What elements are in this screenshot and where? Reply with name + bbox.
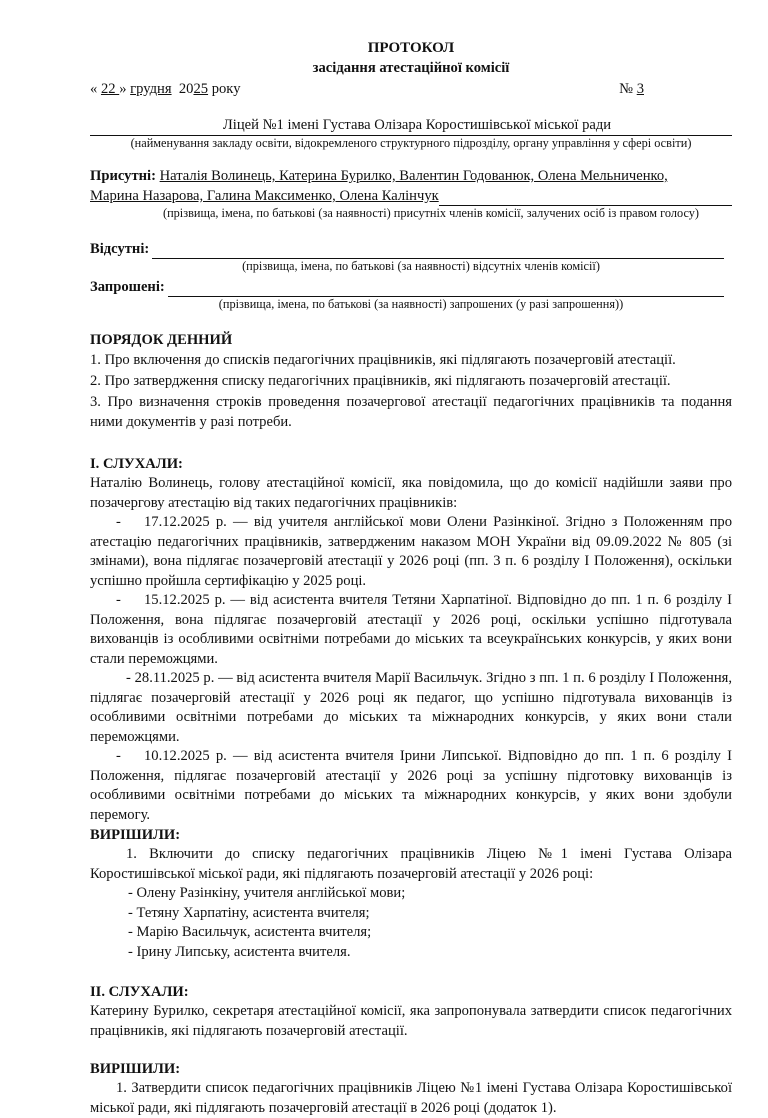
application-item <box>90 513 732 591</box>
application-text: 17.12.2025 р. — від учителя англійської мови Олени Разінкіної. Згідно з Положенням про атестацію педагогічних працівників, затвердженим наказом МОН України від 09.09.2022 № 805 (зі змінами), вона підлягає позачерговій атестації у 2026 році (пп. 3 п. 6 розділу І Положення), оскільки успішно пройшла сертифікацію у 2025 році. <box>90 514 732 589</box>
protocol-document <box>90 38 732 1118</box>
absent-hint: (прізвища, імена, по батькові (за наявності) відсутніх членів комісії) <box>242 259 600 273</box>
invited-fill-line <box>168 281 724 297</box>
decided-list <box>90 884 732 962</box>
number-value: 3 <box>636 81 644 97</box>
protocol-number <box>619 79 644 99</box>
date-month: грудня <box>130 81 172 97</box>
absent-label: Відсутні: <box>90 241 150 257</box>
application-item <box>90 747 732 825</box>
section-1-decided-heading: ВИРІШИЛИ: <box>90 827 181 843</box>
section-2-intro: Катерину Бурилко, секретаря атестаційної комісії, яка запропонувала затвердити список педагогічних працівників, які підлягають позачерговій атестації. <box>90 1003 732 1039</box>
section-1 <box>90 454 732 962</box>
absent-row <box>90 239 732 259</box>
section-1-decision: 1. Включити до списку педагогічних працівників Ліцею №1 імені Густава Олізара Коростишівської міської ради, які підлягають позачерговій атестації у 2026 році: <box>90 846 732 882</box>
application-item <box>90 669 732 747</box>
date-year-suffix: 25 <box>193 81 209 97</box>
agenda-heading: ПОРЯДОК ДЕННИЙ <box>90 332 233 348</box>
date-day: 22 <box>100 81 120 97</box>
date-open-quote: « <box>90 81 101 97</box>
dash-marker: - <box>126 670 131 686</box>
date-year-prefix: 20 <box>171 81 194 97</box>
present-block <box>90 166 732 206</box>
dash-marker: - <box>116 514 121 530</box>
date-number-line <box>90 79 732 99</box>
application-text: 10.12.2025 р. — від асистента вчителя Ірини Липської. Відповідно до пп. 1 п. 6 розділу І Положення, підлягає позачерговій атестації у 2026 році за успішну підготовку вихованців із особливими освітніми потребами до міських та міжнародних конкурсів, у яких вони здобули перемогу. <box>90 748 732 823</box>
section-2 <box>90 982 732 1118</box>
document-subtitle: засідання атестаційної комісії <box>312 60 510 76</box>
present-hint: (прізвища, імена, по батькові (за наявності) присутніх членів комісії, залучених осіб із правом голосу) <box>162 206 699 220</box>
section-2-decision: 1. Затвердити список педагогічних працівників Ліцею №1 імені Густава Олізара Коростишівської міської ради, які підлягають позачерговій атестації в 2026 році (додаток 1). <box>90 1080 732 1116</box>
application-text: 15.12.2025 р. — від асистента вчителя Тетяни Харпатіної. Відповідно до пп. 1 п. 6 розділу І Положення, вона підлягає позачерговій атестації у 2026 році, оскільки успішно підготувала вихованців із особливими освітніми потребами до міських та всеукраїнських конкурсів, у яких вони стали переможцями. <box>90 592 732 667</box>
date-year-word: року <box>208 81 241 97</box>
invited-hint: (прізвища, імена, по батькові (за наявності) запрошених (у разі запрошення)) <box>218 297 624 311</box>
section-1-heading: І. СЛУХАЛИ: <box>90 456 183 472</box>
section-2-decided-heading: ВИРІШИЛИ: <box>90 1061 181 1077</box>
application-item <box>90 591 732 669</box>
decided-list-item: - Тетяну Харпатіну, асистента вчителя; <box>128 904 370 921</box>
invited-label: Запрошені: <box>90 279 165 295</box>
decided-list-item: - Олену Разінкіну, учителя англійської мови; <box>128 885 406 901</box>
document-title: ПРОТОКОЛ <box>367 40 455 56</box>
decided-list-item: - Марію Васильчук, асистента вчителя; <box>128 924 372 940</box>
agenda-section <box>90 330 732 432</box>
present-names-line1: Наталія Волинець, Катерина Бурилко, Валентин Годованюк, Олена Мельниченко, <box>159 168 668 184</box>
dash-marker: - <box>116 592 121 608</box>
dash-marker: - <box>116 748 121 764</box>
application-text: 28.11.2025 р. — від асистента вчителя Марії Васильчук. Згідно з пп. 1 п. 6 розділу І Положення, підлягає позачерговій атестації у 2026 році як педагог, що успішно підготувала вихованців із особливими освітніми потребами до міських та міжнародних конкурсів, у яких вони стали переможцями. <box>90 670 732 745</box>
invited-row <box>90 277 732 297</box>
institution-name: Ліцей №1 імені Густава Олізара Коростишівської міської ради <box>90 116 732 136</box>
section-2-heading: ІІ. СЛУХАЛИ: <box>90 984 189 1000</box>
number-sign: № <box>619 81 637 97</box>
absent-fill-line <box>152 243 724 259</box>
present-names-line2: Марина Назарова, Галина Максименко, Олена Калінчук <box>90 188 439 204</box>
institution-hint: (найменування закладу освіти, відокремленого структурного підрозділу, органу управління у сфері освіти) <box>130 136 692 150</box>
meeting-date <box>90 79 241 99</box>
decided-list-item: - Ірину Липську, асистента вчителя. <box>128 943 351 960</box>
section-1-intro: Наталію Волинець, голову атестаційної комісії, яка повідомила, що до комісії надійшли заяви про позачергову атестацію від таких педагогічних працівників: <box>90 475 732 511</box>
date-close-quote: » <box>119 81 131 97</box>
agenda-item: 1. Про включення до списків педагогічних працівників, які підлягають позачерговій атестації. <box>90 352 676 368</box>
present-label: Присутні: <box>90 168 156 184</box>
agenda-item: 3. Про визначення строків проведення позачергової атестації педагогічних працівників та подання ними документів у разі потреби. <box>90 394 732 430</box>
agenda-item: 2. Про затвердження списку педагогічних працівників, які підлягають позачерговій атестації. <box>90 373 671 389</box>
present-fill-line <box>439 186 732 206</box>
